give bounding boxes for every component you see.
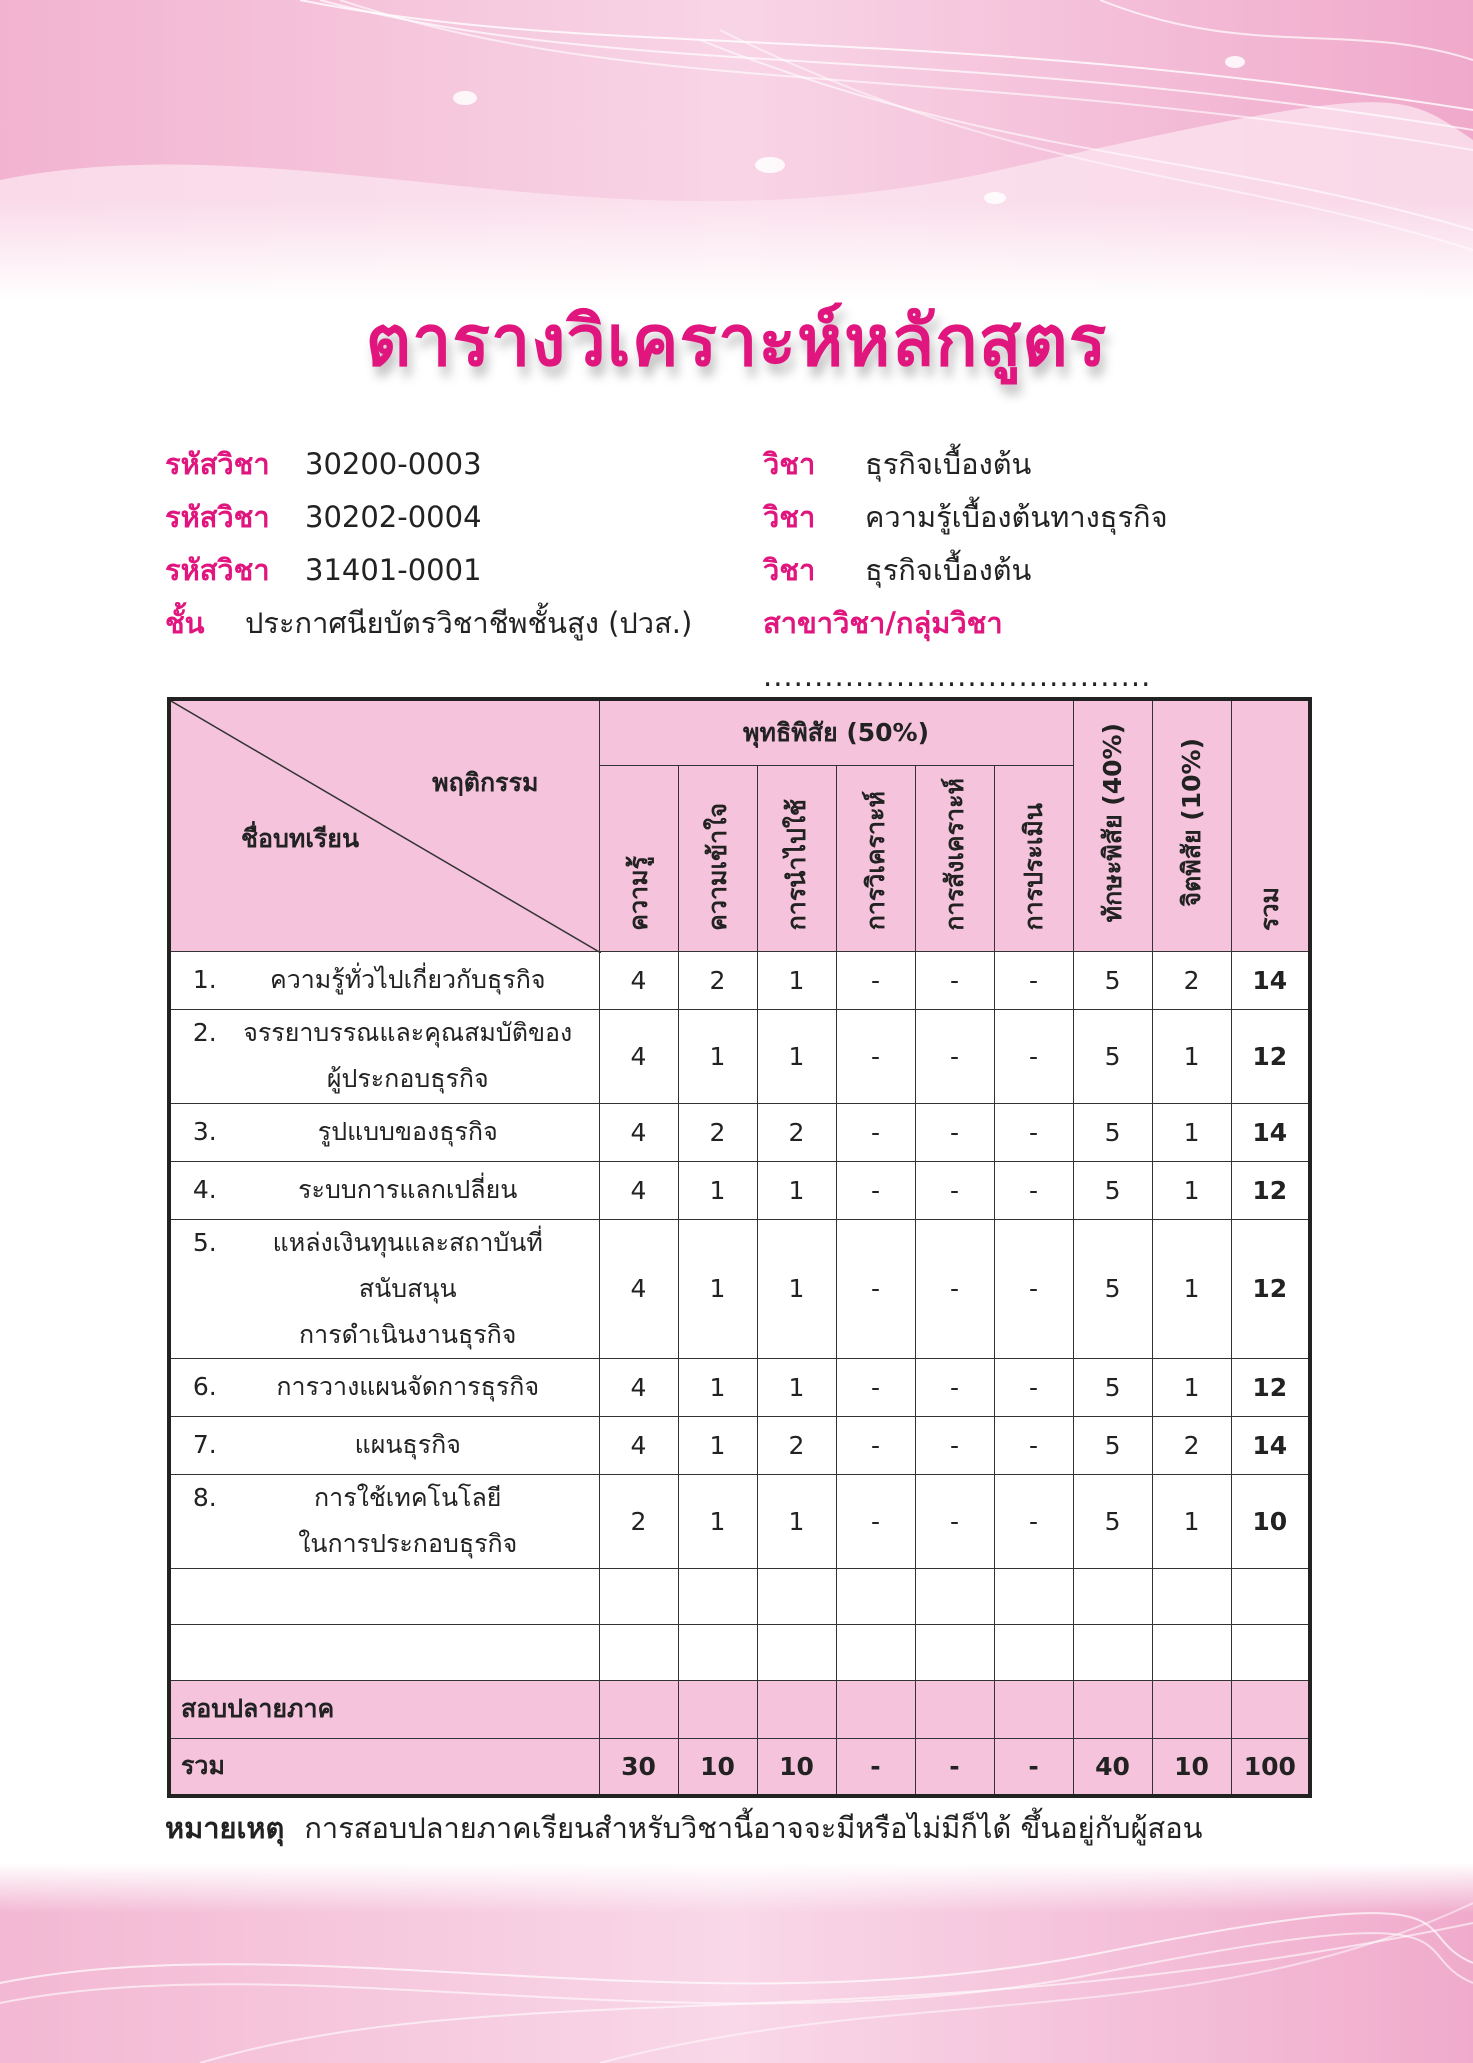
score-cell: 2 [599, 1474, 678, 1568]
score-cell: 5 [1073, 1474, 1152, 1568]
score-cell: 4 [599, 1161, 678, 1219]
sum-cell: 10 [1152, 1738, 1231, 1796]
score-cell: 12 [1231, 1161, 1310, 1219]
lesson-title-line: ความรู้ทั่วไปเกี่ยวกับธุรกิจ [269, 965, 546, 994]
bottom-decoration [0, 1863, 1473, 2063]
empty-cell [169, 1624, 599, 1680]
sum-cell: 30 [599, 1738, 678, 1796]
table-row [169, 1474, 1310, 1568]
score-cell: 1 [1152, 1474, 1231, 1568]
lesson-title-line: แหล่งเงินทุนและสถาบันที่สนับสนุน [272, 1227, 543, 1303]
score-cell: 4 [599, 1219, 678, 1358]
sum-cell: - [994, 1738, 1073, 1796]
code-label: รหัสวิชา [165, 447, 270, 481]
score-cell: 1 [757, 1358, 836, 1416]
lesson-title [228, 1109, 588, 1155]
course-code-row [165, 544, 785, 597]
score-cell: 2 [678, 1103, 757, 1161]
footnote [165, 1805, 1203, 1851]
score-cell: - [915, 1103, 994, 1161]
score-cell: 5 [1073, 1358, 1152, 1416]
score-cell: 12 [1231, 1219, 1310, 1358]
table-row [169, 1161, 1310, 1219]
table-row [169, 1358, 1310, 1416]
top-decoration [0, 0, 1473, 300]
page-title: ตารางวิเคราะห์หลักสูตร [365, 300, 1108, 382]
affective-label: จิตพิสัย (10%) [1176, 738, 1206, 908]
empty-cell [757, 1624, 836, 1680]
empty-cell [599, 1680, 678, 1738]
lesson-title [228, 1364, 588, 1410]
empty-cell [678, 1624, 757, 1680]
empty-cell [1152, 1568, 1231, 1624]
score-cell: 10 [1231, 1474, 1310, 1568]
lesson-title-line: รูปแบบของธุรกิจ [317, 1117, 498, 1146]
cognitive-subheader [678, 765, 757, 951]
empty-cell [678, 1568, 757, 1624]
diagonal-line [171, 701, 601, 953]
score-cell: 1 [678, 1009, 757, 1103]
score-cell: 2 [678, 951, 757, 1009]
cognitive-subheader [599, 765, 678, 951]
empty-row [169, 1624, 1310, 1680]
name-value: ธุรกิจเบื้องต้น [865, 447, 1032, 481]
cognitive-header: พุทธิพิสัย (50%) [599, 699, 1073, 765]
lesson-number: 7. [192, 1430, 217, 1459]
empty-cell [757, 1568, 836, 1624]
score-cell: 14 [1231, 1103, 1310, 1161]
empty-cell [1073, 1568, 1152, 1624]
score-cell: 12 [1231, 1358, 1310, 1416]
score-cell: 1 [757, 1474, 836, 1568]
score-cell: 1 [1152, 1009, 1231, 1103]
score-cell: 1 [1152, 1219, 1231, 1358]
score-cell: - [994, 1161, 1073, 1219]
score-cell: - [994, 1219, 1073, 1358]
lesson-title-line: แผนธุรกิจ [354, 1430, 461, 1459]
empty-cell [1231, 1568, 1310, 1624]
score-cell: 2 [1152, 951, 1231, 1009]
score-cell: 1 [678, 1219, 757, 1358]
empty-cell [915, 1568, 994, 1624]
empty-cell [836, 1680, 915, 1738]
lesson-number: 2. [192, 1018, 217, 1047]
score-cell: 5 [1073, 1219, 1152, 1358]
lesson-title-line: ระบบการแลกเปลี่ยน [298, 1175, 518, 1204]
note-label: หมายเหตุ [165, 1811, 285, 1845]
empty-cell [757, 1680, 836, 1738]
score-cell: 4 [599, 1416, 678, 1474]
lesson-number: 4. [192, 1175, 217, 1204]
score-cell: - [994, 1416, 1073, 1474]
lesson-cell [169, 1474, 599, 1568]
score-cell: - [915, 1219, 994, 1358]
lesson-number: 6. [192, 1372, 217, 1401]
empty-cell [599, 1568, 678, 1624]
cognitive-subheader-label: ความรู้ [623, 855, 653, 931]
score-cell: 1 [678, 1358, 757, 1416]
cognitive-subheader-label: การประเมิน [1018, 803, 1048, 931]
score-cell: - [836, 1009, 915, 1103]
level-row [165, 597, 785, 650]
score-cell: 4 [599, 1009, 678, 1103]
lesson-title [228, 1010, 588, 1102]
affective-header [1152, 699, 1231, 951]
psychomotor-label: ทักษะพิสัย (40%) [1097, 723, 1127, 923]
lesson-title [228, 1475, 588, 1567]
score-cell: - [994, 1358, 1073, 1416]
lesson-cell [169, 1219, 599, 1358]
score-cell: 4 [599, 951, 678, 1009]
score-cell: 14 [1231, 1416, 1310, 1474]
empty-cell [678, 1680, 757, 1738]
lesson-number: 3. [192, 1117, 217, 1146]
sum-label: รวม [169, 1738, 599, 1796]
score-cell: - [915, 1009, 994, 1103]
score-cell: - [836, 1161, 915, 1219]
behavior-label: พฤติกรรม [432, 768, 539, 797]
score-cell: 1 [678, 1474, 757, 1568]
psychomotor-header [1073, 699, 1152, 951]
empty-row [169, 1568, 1310, 1624]
lesson-title [228, 957, 588, 1003]
course-name-row [763, 491, 1323, 544]
analysis-table [167, 697, 1312, 1798]
course-names [763, 438, 1323, 703]
score-cell: 1 [757, 951, 836, 1009]
code-value: 30200-0003 [305, 447, 482, 481]
total-label: รวม [1254, 886, 1284, 931]
score-cell: 1 [678, 1416, 757, 1474]
score-cell: - [836, 1219, 915, 1358]
lesson-title-line: การดำเนินงานธุรกิจ [299, 1319, 517, 1349]
name-value: ธุรกิจเบื้องต้น [865, 553, 1032, 587]
score-cell: 5 [1073, 951, 1152, 1009]
final-exam-label: สอบปลายภาค [169, 1680, 599, 1738]
score-cell: - [994, 1103, 1073, 1161]
empty-cell [1073, 1680, 1152, 1738]
sum-cell: - [915, 1738, 994, 1796]
table-row [169, 1219, 1310, 1358]
course-code-row [165, 438, 785, 491]
lesson-title-line: จรรยาบรรณและคุณสมบัติของ [243, 1018, 573, 1047]
empty-cell [994, 1680, 1073, 1738]
table-row [169, 1416, 1310, 1474]
empty-cell [915, 1624, 994, 1680]
level-label: ชั้น [165, 606, 205, 640]
empty-cell [1152, 1624, 1231, 1680]
cognitive-subheader [757, 765, 836, 951]
score-cell: 12 [1231, 1009, 1310, 1103]
lesson-cell [169, 1009, 599, 1103]
score-cell: 1 [757, 1009, 836, 1103]
cognitive-subheader-label: ความเข้าใจ [702, 802, 732, 931]
code-label: รหัสวิชา [165, 500, 270, 534]
score-cell: 5 [1073, 1161, 1152, 1219]
score-cell: - [836, 1358, 915, 1416]
branch-row [763, 597, 1323, 703]
table-row [169, 951, 1310, 1009]
name-label: วิชา [763, 553, 816, 587]
level-value: ประกาศนียบัตรวิชาชีพชั้นสูง (ปวส.) [245, 606, 693, 640]
name-label: วิชา [763, 447, 816, 481]
score-cell: 1 [757, 1219, 836, 1358]
code-label: รหัสวิชา [165, 553, 270, 587]
lesson-cell [169, 1416, 599, 1474]
lesson-title [228, 1422, 588, 1468]
score-cell: - [836, 951, 915, 1009]
score-cell: - [915, 951, 994, 1009]
empty-cell [1231, 1624, 1310, 1680]
score-cell: 5 [1073, 1103, 1152, 1161]
code-value: 31401-0001 [305, 553, 482, 587]
score-cell: - [994, 1474, 1073, 1568]
lesson-title [228, 1220, 588, 1358]
lesson-title-line: การวางแผนจัดการธุรกิจ [276, 1372, 540, 1401]
note-text: การสอบปลายภาคเรียนสำหรับวิชานี้อาจจะมีหรือไม่มีก็ได้ ขึ้นอยู่กับผู้สอน [304, 1811, 1203, 1845]
course-name-row [763, 438, 1323, 491]
score-cell: 1 [1152, 1358, 1231, 1416]
lesson-label: ชื่อบทเรียน [241, 824, 360, 853]
lesson-cell [169, 1358, 599, 1416]
branch-label: สาขาวิชา/กลุ่มวิชา [763, 606, 1003, 640]
empty-cell [1073, 1624, 1152, 1680]
score-cell: 4 [599, 1103, 678, 1161]
sum-cell: - [836, 1738, 915, 1796]
table-row [169, 1103, 1310, 1161]
score-cell: 14 [1231, 951, 1310, 1009]
lesson-cell [169, 1103, 599, 1161]
lesson-cell [169, 951, 599, 1009]
score-cell: - [994, 951, 1073, 1009]
sum-cell: 10 [757, 1738, 836, 1796]
corner-header [169, 699, 599, 951]
cognitive-subheader-label: การสังเคราะห์ [939, 777, 969, 931]
score-cell: - [994, 1009, 1073, 1103]
score-cell: 5 [1073, 1416, 1152, 1474]
score-cell: 4 [599, 1358, 678, 1416]
empty-cell [1231, 1680, 1310, 1738]
lesson-title [228, 1167, 588, 1213]
lesson-number: 5. [192, 1227, 217, 1257]
score-cell: - [915, 1474, 994, 1568]
cognitive-subheader-label: การนำไปใช้ [781, 799, 811, 931]
course-name-row [763, 544, 1323, 597]
empty-cell [836, 1568, 915, 1624]
branch-value: ...................................... [763, 659, 1152, 693]
empty-cell [1152, 1680, 1231, 1738]
sum-cell: 100 [1231, 1738, 1310, 1796]
score-cell: 2 [757, 1103, 836, 1161]
name-label: วิชา [763, 500, 816, 534]
sum-cell: 10 [678, 1738, 757, 1796]
lesson-cell [169, 1161, 599, 1219]
score-cell: 1 [757, 1161, 836, 1219]
sum-row [169, 1738, 1310, 1796]
score-cell: - [836, 1474, 915, 1568]
code-value: 30202-0004 [305, 500, 482, 534]
table-row [169, 1009, 1310, 1103]
score-cell: - [915, 1416, 994, 1474]
lesson-number: 8. [192, 1483, 217, 1512]
score-cell: - [836, 1416, 915, 1474]
score-cell: 1 [1152, 1161, 1231, 1219]
empty-cell [994, 1624, 1073, 1680]
score-cell: - [915, 1161, 994, 1219]
cognitive-subheader-label: การวิเคราะห์ [860, 791, 890, 931]
empty-cell [599, 1624, 678, 1680]
empty-cell [169, 1568, 599, 1624]
score-cell: 1 [678, 1161, 757, 1219]
cognitive-subheader [915, 765, 994, 951]
empty-cell [915, 1680, 994, 1738]
total-header [1231, 699, 1310, 951]
lesson-number: 1. [192, 965, 217, 994]
final-exam-row [169, 1680, 1310, 1738]
empty-cell [994, 1568, 1073, 1624]
score-cell: - [836, 1103, 915, 1161]
cognitive-subheader [836, 765, 915, 951]
name-value: ความรู้เบื้องต้นทางธุรกิจ [865, 500, 1168, 534]
lesson-title-line: ในการประกอบธุรกิจ [298, 1529, 518, 1558]
score-cell: 2 [757, 1416, 836, 1474]
empty-cell [836, 1624, 915, 1680]
score-cell: - [915, 1358, 994, 1416]
score-cell: 5 [1073, 1009, 1152, 1103]
course-code-row [165, 491, 785, 544]
sum-cell: 40 [1073, 1738, 1152, 1796]
course-codes [165, 438, 785, 650]
cognitive-subheader [994, 765, 1073, 951]
score-cell: 2 [1152, 1416, 1231, 1474]
lesson-title-line: การใช้เทคโนโลยี [314, 1483, 502, 1512]
score-cell: 1 [1152, 1103, 1231, 1161]
lesson-title-line: ผู้ประกอบธุรกิจ [326, 1064, 489, 1093]
